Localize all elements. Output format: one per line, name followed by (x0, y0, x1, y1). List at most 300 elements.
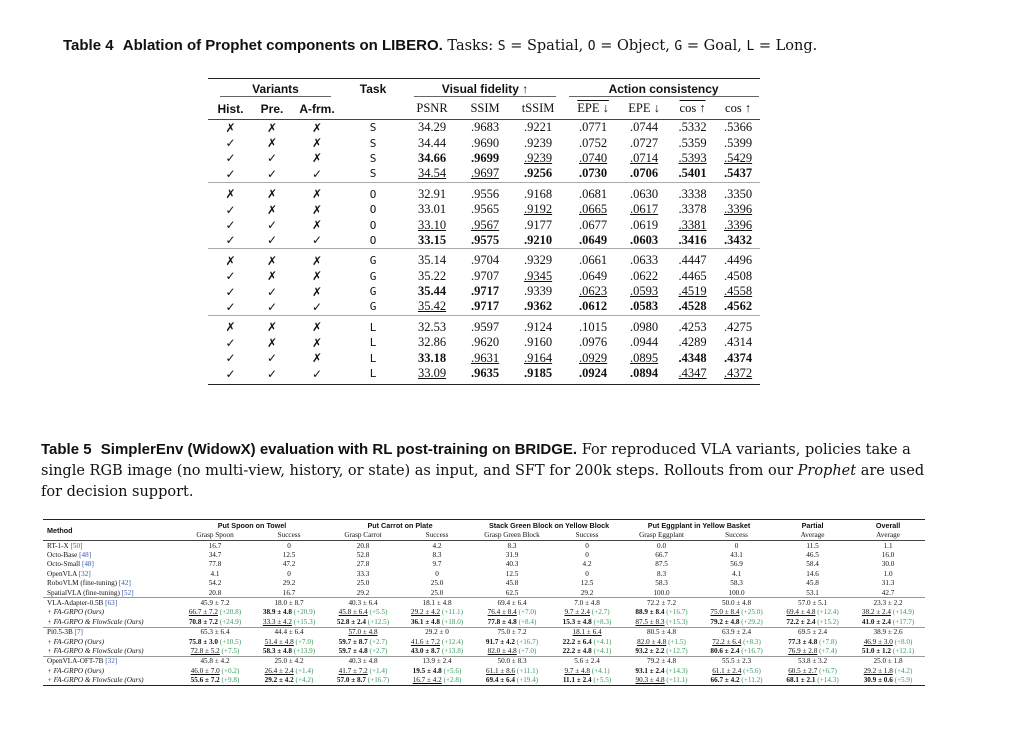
table-row (208, 233, 760, 249)
value: .9556 (470, 186, 500, 201)
value-cell (403, 182, 461, 202)
result-value: 77.8 (208, 560, 222, 569)
value: .5437 (724, 166, 753, 181)
value: .5399 (724, 135, 753, 150)
result-cell (550, 569, 624, 578)
cross-mark: ✗ (291, 182, 343, 202)
result-value: 59.7 ± 4.8 (338, 646, 368, 655)
result-cell (550, 627, 624, 637)
result-delta: (+5.6) (743, 666, 761, 675)
result-value: 22.2 ± 6.4 (562, 637, 592, 646)
value: .1015 (579, 319, 608, 334)
value: .5366 (724, 120, 753, 135)
table-row (43, 541, 925, 551)
table4-tasks-prefix: Tasks: (447, 38, 494, 54)
table5-body-em: Prophet (797, 463, 857, 479)
value-cell (669, 202, 716, 217)
value-cell (669, 120, 716, 136)
method-cell (43, 656, 178, 666)
result-cell (774, 627, 851, 637)
method-name: + FA-GRPO & FlowScale (Ours) (47, 676, 144, 685)
value-cell (509, 269, 567, 284)
result-value: 87.5 (655, 560, 668, 569)
result-value: 38.9 ± 2.6 (873, 628, 903, 637)
value: .0730 (579, 166, 608, 181)
method-name: RoboVLM (fine-tuning) (47, 579, 118, 588)
result-value: 72.2 ± 6.4 (712, 637, 742, 646)
cross-mark: ✗ (208, 249, 253, 269)
result-delta: (+2.8) (443, 676, 462, 685)
result-delta: (+16.7) (516, 637, 539, 646)
value-cell (669, 335, 716, 350)
result-cell (774, 598, 851, 608)
result-value: 1.0 (883, 569, 893, 578)
result-value: 25.0 (430, 579, 444, 588)
result-cell (474, 550, 550, 559)
value-cell (461, 315, 509, 335)
result-delta: (+7.8) (819, 637, 837, 646)
result-value: 66.7 (655, 551, 668, 560)
result-cell (699, 569, 774, 578)
method-cell (43, 608, 178, 617)
cross-mark: ✗ (311, 151, 323, 166)
result-delta: (+24.9) (219, 617, 242, 626)
value: 32.91 (417, 186, 447, 201)
result-value: 5.6 ± 2.4 (574, 657, 600, 666)
value-cell (619, 166, 669, 182)
result-value: 69.4 ± 6.4 (485, 676, 515, 685)
result-delta: (+7.0) (518, 608, 537, 617)
result-value: 40.3 ± 4.8 (348, 657, 378, 666)
value-cell (567, 120, 619, 136)
method-cell (43, 560, 178, 569)
result-value: 20.8 (356, 541, 370, 550)
result-value: 80.6 ± 2.4 (710, 646, 740, 655)
value: .0661 (579, 253, 608, 268)
value: .5393 (678, 150, 707, 165)
result-cell (178, 579, 252, 588)
value: .9221 (523, 120, 553, 135)
value-cell (509, 315, 567, 335)
table-row (208, 315, 760, 335)
result-cell (624, 579, 699, 588)
result-value: 18.1 ± 6.4 (572, 628, 602, 637)
result-cell (699, 666, 774, 675)
result-cell (624, 666, 699, 675)
result-value: 58.3 (730, 579, 743, 588)
task-cell: O (343, 182, 403, 202)
method-cell (43, 617, 178, 627)
result-delta: (+29.2) (741, 617, 763, 626)
result-value: 54.2 (208, 579, 222, 588)
result-cell (699, 541, 774, 551)
table-row (208, 284, 760, 299)
result-cell (252, 579, 326, 588)
method-name: Octo-Base (47, 551, 78, 560)
result-cell (326, 579, 400, 588)
value: .0677 (579, 217, 608, 232)
result-delta: (+4.1) (593, 646, 612, 655)
value-cell (461, 135, 509, 150)
result-cell (400, 588, 474, 598)
result-delta: (+1.4) (369, 666, 388, 675)
check-mark: ✓ (225, 136, 236, 151)
result-value: 88.9 ± 8.4 (635, 608, 665, 617)
result-delta: (+7.4) (819, 646, 837, 655)
check-mark: ✓ (225, 351, 236, 366)
result-cell (252, 588, 326, 598)
result-cell (252, 560, 326, 569)
value: 35.44 (417, 284, 447, 299)
cross-mark: ✗ (266, 120, 278, 135)
value: .0619 (630, 217, 659, 232)
result-cell (550, 579, 624, 588)
result-cell (774, 541, 851, 551)
result-cell (326, 541, 400, 551)
task-cell: L (343, 366, 403, 385)
value: .0612 (579, 299, 608, 314)
result-cell (252, 617, 326, 627)
value: .0649 (579, 232, 608, 247)
value-cell (716, 135, 760, 150)
result-delta: (+18.0) (441, 617, 464, 626)
table-row (208, 335, 760, 350)
result-value: 16.0 (881, 551, 895, 560)
value: .0593 (630, 284, 659, 299)
result-cell (851, 608, 925, 617)
result-cell (774, 646, 851, 656)
value-cell (403, 350, 461, 365)
result-value: 38.2 ± 2.4 (861, 608, 891, 617)
check-mark: ✓ (253, 366, 291, 385)
result-delta: (+12.5) (367, 617, 390, 626)
result-value: 55.5 ± 2.3 (722, 657, 752, 666)
table-row (208, 269, 760, 284)
result-value: 30.9 ± 0.6 (863, 676, 893, 685)
result-value: 75.8 ± 3.0 (188, 637, 218, 646)
result-cell (178, 617, 252, 627)
result-delta: (+5.9) (894, 676, 913, 685)
result-cell (699, 608, 774, 617)
result-value: 29.2 (580, 588, 594, 597)
result-value: 7.0 ± 4.8 (574, 599, 600, 608)
result-value: 55.6 ± 7.2 (190, 676, 220, 685)
result-value: 18.1 ± 4.8 (422, 599, 452, 608)
result-value: 29.2 (282, 579, 296, 588)
result-cell (624, 560, 699, 569)
result-value: 66.7 ± 7.2 (188, 608, 218, 617)
result-cell (474, 627, 550, 637)
result-cell (550, 550, 624, 559)
result-delta: (+14.9) (892, 608, 915, 617)
result-cell (699, 588, 774, 598)
value-cell (619, 335, 669, 350)
result-cell (474, 675, 550, 685)
value-cell (509, 120, 567, 136)
check-mark: ✓ (311, 233, 323, 248)
value-cell (619, 202, 669, 217)
cross-mark: ✗ (266, 335, 278, 350)
table-row (43, 550, 925, 559)
result-cell (474, 579, 550, 588)
result-value: 43.0 ± 8.7 (410, 646, 440, 655)
value-cell (509, 151, 567, 166)
cross-mark: ✗ (208, 315, 253, 335)
value-cell (461, 249, 509, 269)
value-cell (567, 217, 619, 232)
result-value: 16.7 (208, 541, 222, 550)
result-delta: (+7.5) (221, 646, 240, 655)
result-value: 0 (734, 541, 739, 550)
value: .0752 (579, 135, 608, 150)
value: .3350 (724, 186, 753, 201)
task-cell: S (369, 136, 377, 150)
value: .0665 (579, 202, 608, 217)
result-delta: (+4.1) (593, 637, 612, 646)
value-cell (509, 350, 567, 365)
result-cell (851, 550, 925, 559)
result-delta: (+2.7) (591, 608, 610, 617)
col-cos-tilde: cos ↑ (716, 98, 760, 120)
check-mark: ✓ (225, 284, 236, 299)
value: 34.66 (417, 150, 447, 165)
col-psnr: PSNR (403, 98, 461, 120)
value: .0744 (630, 120, 659, 135)
method-name: + FA-GRPO (Ours) (47, 666, 105, 675)
value: .0771 (579, 120, 608, 135)
result-delta: (+2.7) (369, 646, 388, 655)
value: .4289 (678, 335, 707, 350)
cross-mark: ✗ (311, 218, 323, 233)
result-cell (400, 598, 474, 608)
result-value: 72.2 ± 7.2 (646, 599, 677, 608)
value-cell (403, 315, 461, 335)
value: .9210 (523, 232, 553, 247)
value-cell (461, 202, 509, 217)
cross-mark: ✗ (253, 315, 291, 335)
value-cell (403, 269, 461, 284)
value: .0929 (579, 350, 608, 365)
result-value: 47.2 (282, 560, 296, 569)
result-value: 9.7 (432, 560, 442, 569)
value-cell (403, 335, 461, 350)
value: .0583 (630, 299, 659, 314)
value: .9185 (523, 366, 553, 381)
value-cell (619, 284, 669, 299)
method-cell (43, 588, 178, 598)
result-value: 0 (585, 551, 589, 560)
result-cell (624, 675, 699, 685)
value-cell (509, 217, 567, 232)
task-group-header: Put Spoon on Towel (178, 520, 326, 531)
value-cell (619, 182, 669, 202)
value: .4465 (678, 268, 707, 283)
method-cell (43, 637, 178, 646)
result-value: 51.4 ± 4.8 (264, 637, 294, 646)
result-value: 29.2 ± 0 (425, 628, 449, 637)
table-row (208, 202, 760, 217)
result-value: 13.9 ± 2.4 (422, 657, 452, 666)
value-cell (567, 166, 619, 182)
task-cell: G (369, 285, 377, 299)
value-cell (509, 182, 567, 202)
result-cell (326, 675, 400, 685)
result-value: 29.2 ± 4.2 (264, 676, 294, 685)
result-cell (624, 569, 699, 578)
sub-header: Average (774, 530, 851, 541)
result-value: 45.8 (505, 579, 519, 588)
result-value: 11.1 ± 2.4 (562, 676, 592, 685)
value: .0617 (630, 202, 659, 217)
col-epe: EPE ↓ (567, 98, 619, 120)
result-value: 8.3 (432, 551, 442, 560)
result-value: 57.0 ± 5.1 (798, 599, 828, 608)
result-delta: (+10.5) (219, 637, 242, 646)
result-cell (474, 617, 550, 627)
value-cell (567, 335, 619, 350)
result-cell (550, 656, 624, 666)
result-cell (851, 656, 925, 666)
result-cell (474, 666, 550, 675)
result-cell (178, 666, 252, 675)
result-delta: (+20.9) (293, 608, 316, 617)
task-cell: G (369, 300, 377, 314)
table-row (43, 675, 925, 685)
citation: [7] (74, 628, 83, 637)
check-mark: ✓ (291, 366, 343, 385)
value-cell (716, 366, 760, 385)
citation: [48] (81, 560, 94, 569)
result-cell (252, 646, 326, 656)
result-value: 31.9 (505, 551, 519, 560)
result-value: 4.1 (210, 569, 220, 578)
result-value: 25.0 ± 4.2 (274, 657, 304, 666)
result-value: 43.1 (730, 551, 743, 560)
value: .9717 (470, 299, 500, 314)
value: 32.53 (417, 319, 447, 334)
result-cell (774, 637, 851, 646)
result-cell (699, 617, 774, 627)
result-value: 68.1 ± 2.1 (786, 676, 816, 685)
value: .3378 (678, 202, 707, 217)
result-value: 52.8 ± 2.4 (336, 617, 366, 626)
result-delta: (+15.3) (293, 617, 316, 626)
table-row (208, 182, 760, 202)
value: .9362 (523, 299, 553, 314)
value-cell (619, 366, 669, 385)
value-cell (669, 135, 716, 150)
col-hist: Hist. (208, 98, 253, 120)
value: .5359 (678, 135, 707, 150)
value-cell (403, 217, 461, 232)
result-cell (851, 598, 925, 608)
result-value: 16.7 (282, 588, 296, 597)
cross-mark: ✗ (311, 120, 323, 135)
sub-header: Average (851, 530, 925, 541)
value: .3432 (724, 232, 753, 247)
task-code: S (497, 39, 506, 54)
result-cell (326, 569, 400, 578)
result-cell (400, 637, 474, 646)
result-cell (774, 560, 851, 569)
result-value: 100.0 (728, 588, 745, 597)
sub-header: Grasp Spoon (178, 530, 252, 541)
table-row (208, 151, 760, 166)
result-cell (624, 550, 699, 559)
value: .0894 (630, 366, 659, 381)
table-row (208, 249, 760, 269)
result-value: 93.1 ± 2.4 (635, 666, 665, 675)
result-cell (624, 608, 699, 617)
value-cell (669, 315, 716, 335)
check-mark: ✓ (311, 299, 323, 314)
result-value: 0 (435, 569, 439, 578)
result-cell (774, 675, 851, 685)
result-value: 12.5 (580, 579, 594, 588)
value-cell (461, 350, 509, 365)
task-cell: O (369, 203, 377, 217)
result-value: 53.8 ± 3.2 (798, 657, 828, 666)
result-cell (326, 598, 400, 608)
task-group-header: Partial (774, 520, 851, 531)
result-cell (326, 560, 400, 569)
cross-mark: ✗ (225, 120, 236, 135)
cross-mark: ✗ (266, 202, 278, 217)
result-cell (774, 550, 851, 559)
task-cell: O (369, 233, 377, 247)
sub-header: Success (252, 530, 326, 541)
task-name: Goal (703, 38, 738, 54)
check-mark: ✓ (208, 366, 253, 385)
result-value: 77.3 ± 4.8 (788, 637, 818, 646)
result-value: 76.9 ± 2.8 (788, 646, 818, 655)
result-cell (400, 550, 474, 559)
value: .9339 (523, 284, 553, 299)
task-code: G (674, 39, 683, 54)
value-cell (716, 249, 760, 269)
cross-mark: ✗ (208, 182, 253, 202)
value-cell (669, 233, 716, 249)
task-code: L (746, 39, 755, 54)
result-delta: (+5.5) (369, 608, 388, 617)
check-mark: ✓ (266, 284, 278, 299)
result-delta: (+16.7) (666, 608, 688, 617)
result-delta: (+6.7) (819, 666, 837, 675)
value-cell (619, 315, 669, 335)
result-cell (699, 646, 774, 656)
result-cell (851, 675, 925, 685)
result-cell (252, 608, 326, 617)
value-cell (403, 249, 461, 269)
value-cell (461, 233, 509, 249)
value-cell (567, 151, 619, 166)
citation: [42] (118, 579, 131, 588)
value-cell (509, 202, 567, 217)
value: .9707 (470, 268, 500, 283)
value-cell (461, 269, 509, 284)
value-cell (461, 151, 509, 166)
value: 34.29 (417, 120, 447, 135)
result-cell (252, 627, 326, 637)
result-cell (851, 646, 925, 656)
check-mark: ✓ (225, 233, 236, 248)
result-value: 57.0 ± 4.8 (348, 628, 378, 637)
result-cell (326, 617, 400, 627)
value: 33.09 (417, 366, 447, 381)
task-group-header: Put Carrot on Plate (326, 520, 474, 531)
value: .0727 (630, 135, 659, 150)
result-cell (400, 560, 474, 569)
